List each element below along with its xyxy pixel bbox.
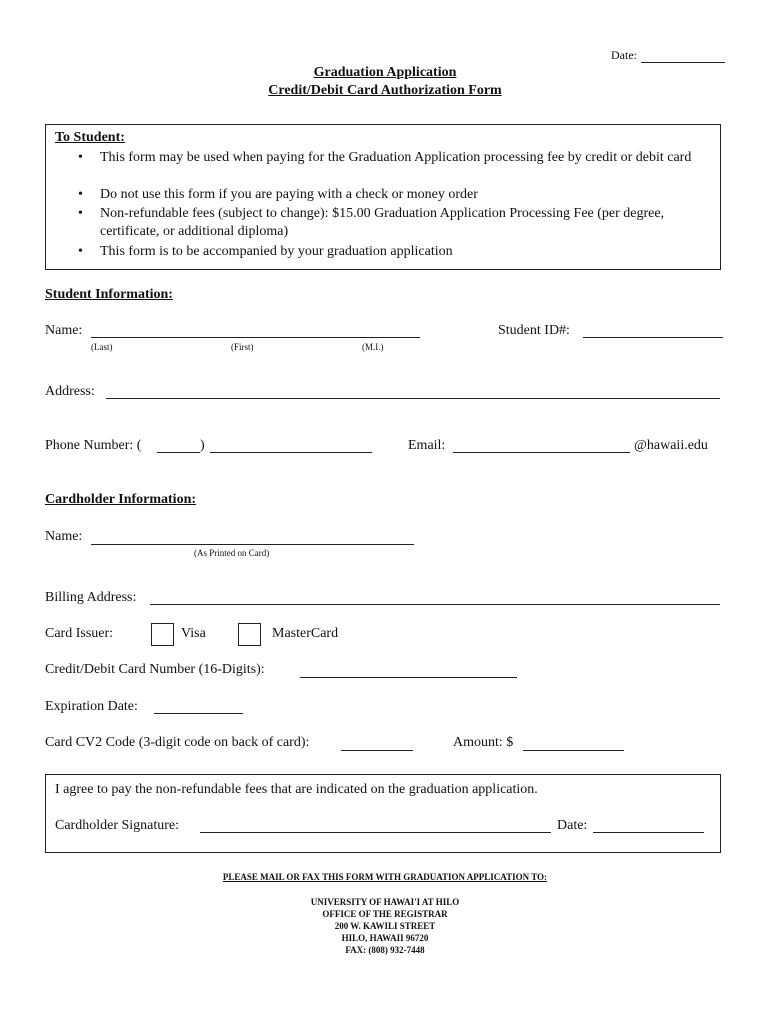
list-item: • This form is to be accompanied by your graduation application xyxy=(78,244,453,259)
header-date-label: Date: xyxy=(611,48,637,62)
list-item: • Do not use this form if you are paying with a check or money order xyxy=(78,187,478,202)
form-subtitle: Credit/Debit Card Authorization Form xyxy=(268,83,502,98)
phone-area-code-field[interactable] xyxy=(157,452,200,453)
expiration-field[interactable] xyxy=(154,713,243,714)
header-date-field[interactable] xyxy=(641,62,725,63)
mailing-address xyxy=(0,896,770,956)
address-line: OFFICE OF THE REGISTRAR xyxy=(322,909,448,919)
address-line: FAX: (808) 932-7448 xyxy=(345,945,425,955)
email-domain: @hawaii.edu xyxy=(634,438,708,453)
student-id-field[interactable] xyxy=(583,337,723,338)
amount-label: Amount: $ xyxy=(453,735,514,750)
middle-initial-hint: (M.I.) xyxy=(362,342,384,352)
visa-checkbox[interactable] xyxy=(151,623,174,646)
phone-label: Phone Number: ( xyxy=(45,438,142,453)
address-field[interactable] xyxy=(106,398,720,399)
address-line: 200 W. KAWILI STREET xyxy=(334,921,436,931)
student-id-label: Student ID#: xyxy=(498,323,570,338)
mail-instruction: PLEASE MAIL OR FAX THIS FORM WITH GRADUATION APPLICATION TO: xyxy=(222,872,548,882)
cv2-field[interactable] xyxy=(341,750,413,751)
signature-date-label: Date: xyxy=(557,818,588,833)
last-name-hint: (Last) xyxy=(91,342,113,352)
signature-field[interactable] xyxy=(200,832,551,833)
card-number-label: Credit/Debit Card Number (16-Digits): xyxy=(45,662,265,677)
visa-label: Visa xyxy=(181,626,206,641)
billing-address-field[interactable] xyxy=(150,604,720,605)
card-issuer-label: Card Issuer: xyxy=(45,626,114,641)
email-field[interactable] xyxy=(453,452,630,453)
signature-label: Cardholder Signature: xyxy=(55,818,180,833)
to-student-heading: To Student: xyxy=(55,130,125,145)
cardholder-name-label: Name: xyxy=(45,529,83,544)
list-item: • This form may be used when paying for the Graduation Application processing fee by credit or debit card xyxy=(78,150,692,165)
address-line: HILO, HAWAII 96720 xyxy=(341,933,429,943)
mastercard-label: MasterCard xyxy=(272,626,339,641)
printed-on-card-hint: (As Printed on Card) xyxy=(194,548,270,558)
mastercard-checkbox[interactable] xyxy=(238,623,261,646)
cardholder-name-field[interactable] xyxy=(91,544,414,545)
student-info-heading: Student Information: xyxy=(45,287,173,302)
address-line: UNIVERSITY OF HAWAI'I AT HILO xyxy=(310,897,460,907)
student-name-label: Name: xyxy=(45,323,83,338)
student-name-field[interactable] xyxy=(91,337,420,338)
phone-number-field[interactable] xyxy=(210,452,372,453)
list-item: • Non-refundable fees (subject to change): $15.00 Graduation Application Processing Fee (per degree, certificate, or additional diploma) xyxy=(78,206,665,239)
form-title: Graduation Application xyxy=(313,65,457,80)
phone-close-paren: ) xyxy=(200,438,205,453)
agreement-text: I agree to pay the non-refundable fees that are indicated on the graduation application. xyxy=(55,782,538,797)
cardholder-info-heading: Cardholder Information: xyxy=(45,492,197,507)
signature-date-field[interactable] xyxy=(593,832,704,833)
email-label: Email: xyxy=(408,438,446,453)
first-name-hint: (First) xyxy=(231,342,254,352)
expiration-label: Expiration Date: xyxy=(45,699,138,714)
billing-address-label: Billing Address: xyxy=(45,590,137,605)
address-label: Address: xyxy=(45,384,95,399)
cv2-label: Card CV2 Code (3-digit code on back of card): xyxy=(45,735,310,750)
amount-field[interactable] xyxy=(523,750,624,751)
card-number-field[interactable] xyxy=(300,677,517,678)
